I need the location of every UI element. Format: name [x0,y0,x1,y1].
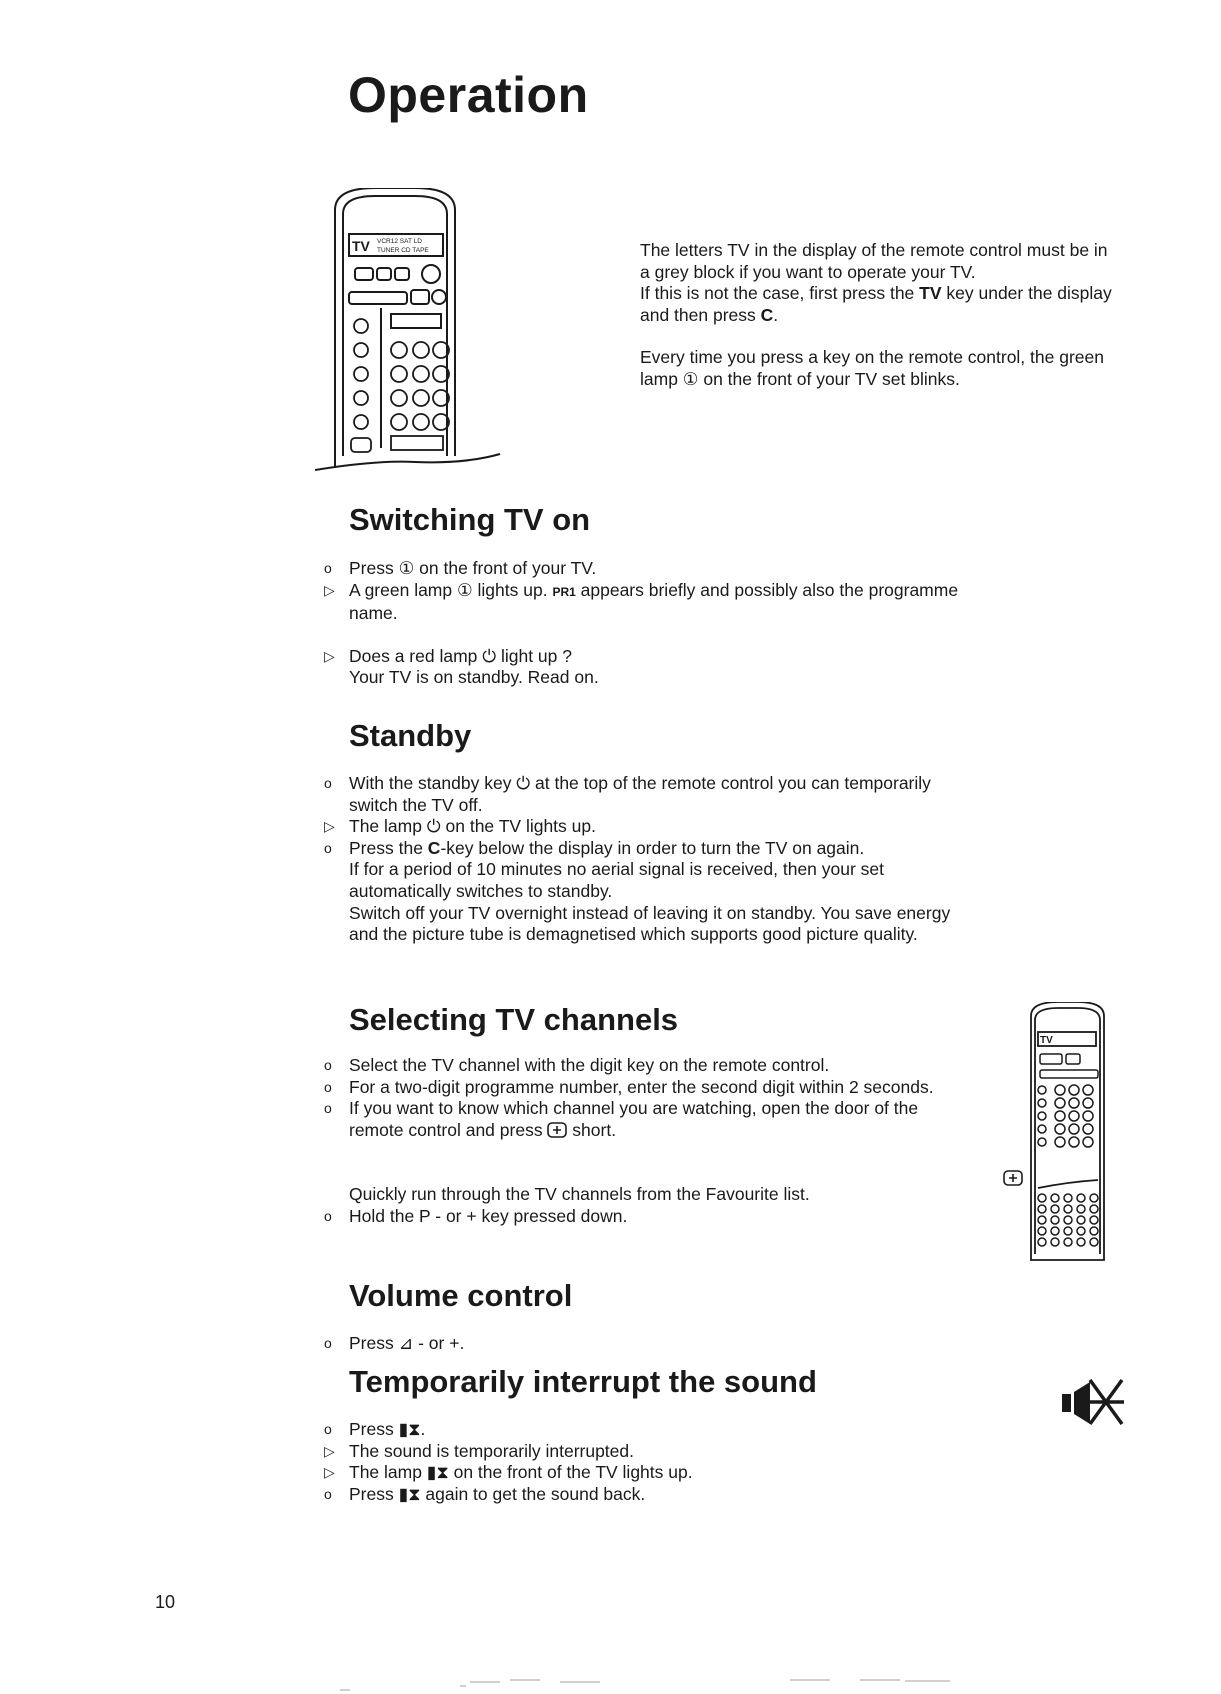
scan-artifact-marks [0,1650,1221,1694]
heading-switching-tv-on: Switching TV on [349,502,591,537]
small-remote-lower-key [1051,1216,1059,1224]
item-text: Press the [349,837,428,858]
small-remote-lower-key [1077,1194,1085,1202]
small-remote-side-key [1038,1086,1046,1094]
small-remote-digit-key [1083,1098,1093,1108]
small-remote-tv: TV [1040,1035,1053,1046]
small-remote-side-key [1038,1099,1046,1107]
channels-list [324,1055,934,1228]
action-marker: o [324,775,332,791]
small-remote-lower-key [1051,1238,1059,1246]
small-remote-lower-key [1064,1238,1072,1246]
remote-display-line2: TUNER CD TAPE [377,247,429,254]
intro-paragraph-1: The letters TV in the display of the remote control must be in a grey block if you want to operate your TV. [640,240,1108,282]
item-text: Press ⊿ - or +. [349,1333,465,1353]
mute-icon [1060,1378,1126,1428]
remote-digit-key [391,342,407,358]
result-marker: ▷ [324,1442,335,1459]
switching-on-list [324,558,984,689]
heading-selecting-tv-channels: Selecting TV channels [349,1002,679,1037]
remote-control-illustration [315,188,505,478]
item-text: The lamp ▮⧗ on the front of the TV lights up. [349,1462,693,1483]
small-remote-digit-key [1055,1111,1065,1121]
small-remote-lower-key [1064,1227,1072,1235]
list-item [324,580,984,625]
item-text: For a two-digit programme number, enter the second digit within 2 seconds. [349,1076,934,1097]
small-remote-digit-key [1055,1124,1065,1134]
remote-display-tv: TV [352,238,370,254]
small-remote-lower-key [1064,1216,1072,1224]
small-remote-digit-key [1083,1124,1093,1134]
item-text: Hold the P - or + key pressed down. [349,1205,628,1226]
item-text: Press ① on the front of your TV. [349,558,597,578]
small-remote-function-key [1040,1070,1098,1078]
remote-digit-key [413,414,429,430]
item-text: A green lamp ① lights up. [349,579,553,600]
remote-digit-key [391,414,407,430]
info-key-icon [547,1122,567,1138]
small-remote-digit-key [1055,1137,1065,1147]
action-marker: o [324,1078,332,1095]
small-remote-digit-key [1083,1085,1093,1095]
small-remote-lower-key [1090,1238,1098,1246]
list-item [324,816,984,838]
small-remote-lower-key [1090,1205,1098,1213]
list-item [324,1206,934,1228]
small-remote-function-key [1040,1054,1062,1064]
heading-standby: Standby [349,718,472,753]
item-text: Select the TV channel with the digit key on the remote control. [349,1055,830,1075]
result-marker: ▷ [324,581,335,598]
heading-interrupt-sound: Temporarily interrupt the sound [349,1364,817,1399]
page-number: 10 [155,1592,176,1612]
info-key-side-icon [1003,1170,1023,1186]
list-item [324,1441,984,1463]
list-item [324,1055,934,1077]
remote-digit-key [391,366,407,382]
remote-digit-key [413,390,429,406]
action-marker: o [324,1057,332,1073]
item-text: If for a period of 10 minutes no aerial signal is received, then your set automatically switches to standby. [349,859,885,901]
small-remote-lower-key [1038,1216,1046,1224]
intro-p2-text-b: key under the display and then press [640,283,1112,325]
small-remote-lower-key [1077,1238,1085,1246]
result-marker: ▷ [324,818,335,835]
result-marker: ▷ [324,1464,335,1481]
small-remote-side-key [1038,1125,1046,1133]
remote-digit-key [413,366,429,382]
small-remote-digit-key [1069,1111,1079,1121]
remote-digit-key [413,342,429,358]
mute-list [324,1419,984,1505]
action-marker: o [324,1421,332,1437]
list-item [324,1184,934,1206]
small-remote-lower-key [1077,1205,1085,1213]
action-marker: o [324,1335,332,1351]
remote-side-keys [351,319,443,452]
item-text: short. [567,1119,617,1140]
page-title: Operation [348,67,589,123]
small-remote-lower-key [1090,1227,1098,1235]
remote-control-small-illustration [1028,1002,1108,1262]
pr1-label: PR1 [552,584,576,599]
small-remote-digit-key [1069,1137,1079,1147]
small-remote-lower-key [1064,1205,1072,1213]
item-text: The sound is temporarily interrupted. [349,1440,634,1461]
intro-p2-end: . [773,304,779,325]
list-item [324,773,984,816]
item-text: Switch off your TV overnight instead of leaving it on standby. You save energy and the picture tube is demagnetised which supports good picture quality. [349,902,951,945]
remote-digit-key [391,390,407,406]
result-marker: ▷ [324,647,335,664]
small-remote-digit-key [1083,1137,1093,1147]
intro-paragraph-2 [640,283,1120,326]
item-text: Your TV is on standby. Read on. [349,667,599,688]
small-remote-digit-key [1069,1124,1079,1134]
small-remote-lower-key [1038,1194,1046,1202]
small-remote-side-key [1038,1138,1046,1146]
small-remote-keys [1038,1054,1098,1246]
action-marker: o [324,839,332,856]
small-remote-function-key [1066,1054,1080,1064]
list-item [324,838,984,946]
intro-tv-key: TV [919,283,942,303]
list-item [324,558,984,580]
small-remote-digit-key [1055,1098,1065,1108]
list-item [324,1484,984,1506]
intro-paragraph-3: Every time you press a key on the remote control, the green lamp ① on the front of your TV set blinks. [640,347,1104,389]
item-text: If you want to know which channel you are watching, open the door of the remote control and press [349,1098,919,1140]
small-remote-digit-key [1055,1085,1065,1095]
item-text: appears briefly and possibly also the programme name. [349,579,959,624]
item-text: Press ▮⧗ again to get the sound back. [349,1483,646,1504]
item-text: Press ▮⧗. [349,1419,426,1439]
small-remote-lower-key [1090,1194,1098,1202]
small-remote-digit-key [1069,1085,1079,1095]
list-item [324,646,984,689]
intro-p2-text: If this is not the case, first press the [640,283,920,303]
action-marker: o [324,560,332,576]
c-key-label: C [427,837,441,858]
small-remote-digit-key [1083,1111,1093,1121]
action-marker: o [324,1207,332,1224]
intro-c-key: C [760,304,774,325]
small-remote-lower-key [1038,1227,1046,1235]
list-item [324,1333,984,1355]
standby-list [324,773,984,946]
list-item [324,1419,984,1441]
volume-list [324,1333,984,1355]
small-remote-lower-key [1077,1227,1085,1235]
action-marker: o [324,1100,332,1117]
small-remote-lower-key [1064,1194,1072,1202]
note-text: Quickly run through the TV channels from the Favourite list. [349,1184,810,1205]
item-text: -key below the display in order to turn the TV on again. [440,837,865,858]
item-text: Does a red lamp ⏻ light up ? [349,645,572,666]
action-marker: o [324,1485,332,1502]
remote-digit-keys [391,342,449,430]
small-remote-lower-key [1051,1227,1059,1235]
remote-display-line1: VCR12 SAT LD [377,238,422,245]
intro-text [640,240,1120,411]
small-remote-lower-key [1090,1216,1098,1224]
small-remote-lower-key [1051,1194,1059,1202]
small-remote-lower-key [1038,1238,1046,1246]
list-item [324,1098,934,1141]
small-remote-digit-key [1069,1098,1079,1108]
small-remote-lower-key [1051,1205,1059,1213]
small-remote-lower-key [1038,1205,1046,1213]
item-text: The lamp ⏻ on the TV lights up. [349,816,596,837]
item-text: With the standby key ⏻ at the top of the remote control you can temporarily switch the TV off. [349,773,931,815]
small-remote-side-key [1038,1112,1046,1120]
heading-volume-control: Volume control [349,1278,573,1313]
list-item [324,1462,984,1484]
small-remote-lower-key [1077,1216,1085,1224]
list-item [324,1077,934,1099]
